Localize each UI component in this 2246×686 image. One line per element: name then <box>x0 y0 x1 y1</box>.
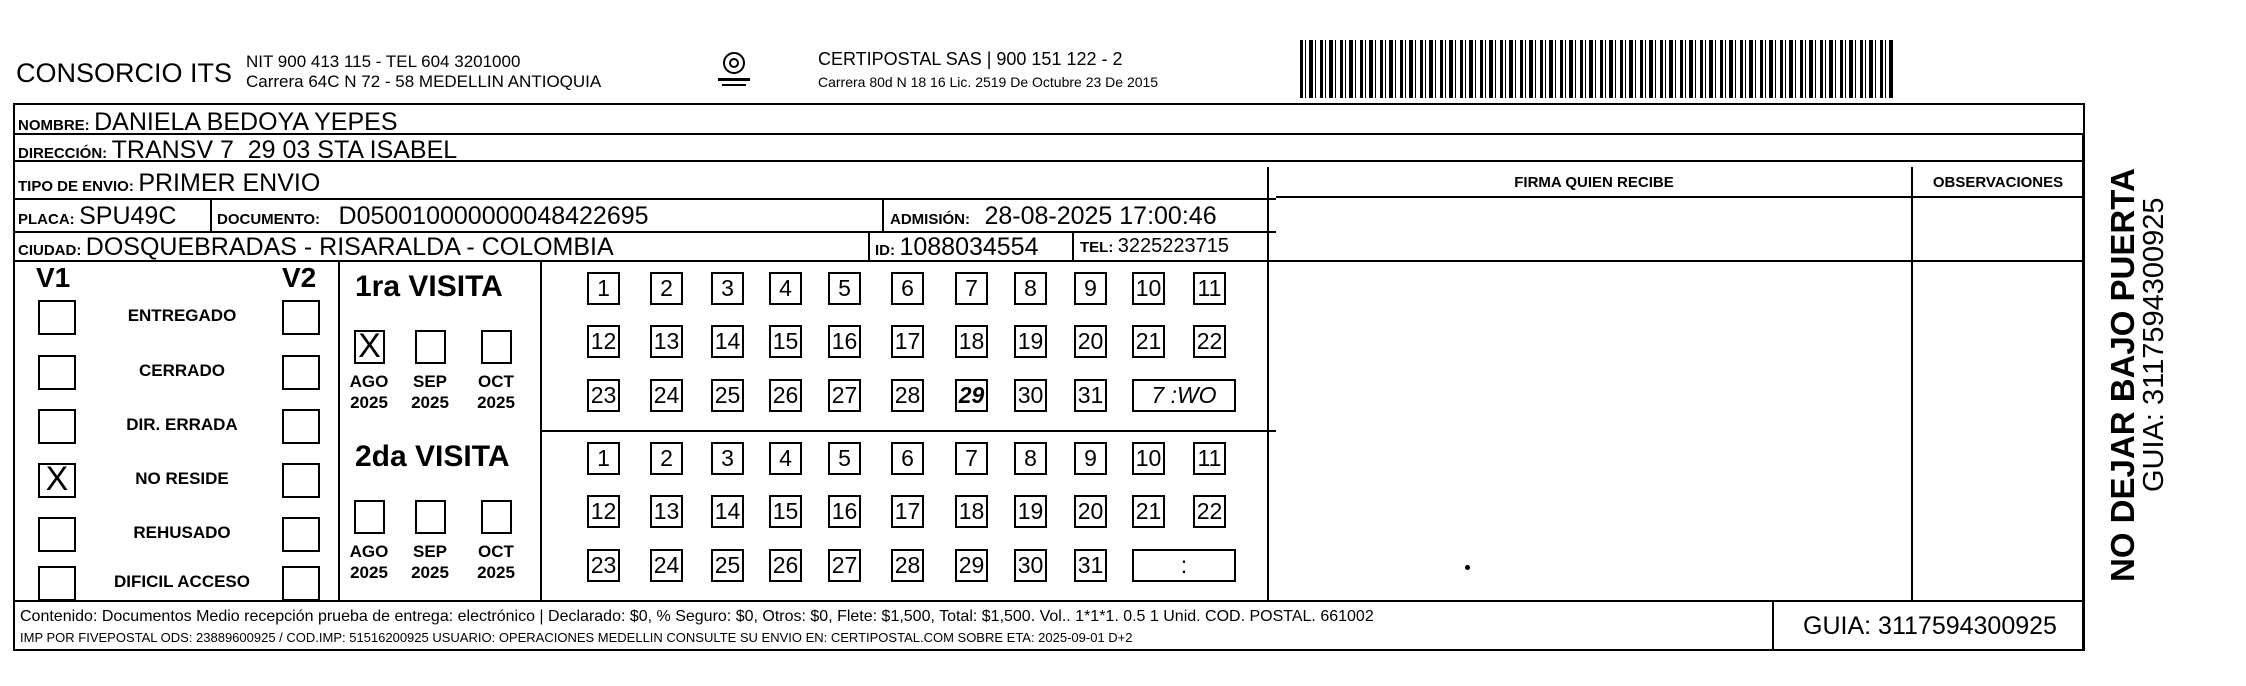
v1-checkbox[interactable] <box>38 409 76 444</box>
check-mark: X <box>358 327 381 365</box>
year-label: 2025 <box>411 563 449 582</box>
month-label: SEP <box>412 542 448 561</box>
status-label: NO RESIDE <box>135 469 229 488</box>
day-box[interactable]: 15 <box>769 495 802 528</box>
documento-value: D050010000000048422695 <box>338 202 649 230</box>
day-box[interactable]: 31 <box>1074 549 1107 582</box>
month-label: AGO <box>349 542 389 561</box>
day-box[interactable]: 16 <box>828 495 861 528</box>
year-label: 2025 <box>411 393 449 412</box>
day-box[interactable]: 24 <box>650 379 683 412</box>
day-box[interactable]: 23 <box>587 379 620 412</box>
day-box[interactable]: 29 <box>955 549 988 582</box>
tipo-row <box>18 169 320 198</box>
day-box[interactable]: 27 <box>828 549 861 582</box>
v1-checkbox[interactable] <box>38 355 76 390</box>
nombre-row <box>18 108 398 137</box>
day-box[interactable]: 15 <box>769 325 802 358</box>
visit-title: 2da VISITA <box>355 440 510 473</box>
v1-header: V1 <box>36 262 71 293</box>
day-box[interactable]: 2 <box>650 442 683 475</box>
day-box[interactable]: 12 <box>587 495 620 528</box>
day-box[interactable]: 22 <box>1193 495 1226 528</box>
nombre-label: NOMBRE: <box>18 117 90 134</box>
tel-value: 3225223715 <box>1117 235 1230 257</box>
day-box[interactable]: 16 <box>828 325 861 358</box>
id-value: 1088034554 <box>899 233 1039 261</box>
day-box[interactable]: 7 <box>955 272 988 305</box>
id-label: ID: <box>875 242 895 259</box>
day-box[interactable]: 17 <box>891 325 924 358</box>
month-label: OCT <box>478 372 514 391</box>
day-box[interactable]: 23 <box>587 549 620 582</box>
month-checkbox[interactable] <box>415 330 446 364</box>
tel-row <box>1080 235 1229 258</box>
day-box[interactable]: 1 <box>587 272 620 305</box>
month-checkbox[interactable] <box>354 327 385 365</box>
time-box[interactable]: 7 :WO <box>1132 379 1236 412</box>
month-checkbox[interactable] <box>481 330 512 364</box>
time-box[interactable]: : <box>1132 549 1236 582</box>
tipo-label: TIPO DE ENVIO: <box>18 178 134 195</box>
v1-checkbox[interactable] <box>38 517 76 552</box>
day-box[interactable]: 3 <box>711 272 744 305</box>
check-mark: X <box>45 460 69 498</box>
day-box[interactable]: 22 <box>1193 325 1226 358</box>
day-box[interactable]: 1 <box>587 442 620 475</box>
direccion-row <box>18 136 457 165</box>
day-box[interactable]: 18 <box>955 495 988 528</box>
day-box[interactable]: 8 <box>1014 442 1047 475</box>
day-box[interactable]: 28 <box>891 549 924 582</box>
status-label: DIFICIL ACCESO <box>113 572 250 591</box>
day-box[interactable]: 2 <box>650 272 683 305</box>
v1-checkbox[interactable] <box>38 300 76 335</box>
day-box[interactable]: 21 <box>1132 495 1165 528</box>
observaciones-label: OBSERVACIONES <box>1932 174 2064 191</box>
admision-row <box>890 202 1217 231</box>
day-box[interactable]: 25 <box>711 379 744 412</box>
day-box[interactable]: 19 <box>1014 325 1047 358</box>
day-box[interactable]: 11 <box>1193 272 1226 305</box>
day-box[interactable]: 21 <box>1132 325 1165 358</box>
status-label: DIR. ERRADA <box>126 415 238 434</box>
day-box[interactable]: 25 <box>711 549 744 582</box>
day-box[interactable]: 9 <box>1074 272 1107 305</box>
day-box[interactable]: 4 <box>769 272 802 305</box>
day-box[interactable]: 11 <box>1193 442 1226 475</box>
certipostal-address: Carrera 80d N 18 16 Lic. 2519 De Octubre 23 De 2015 <box>818 74 1159 90</box>
day-box[interactable]: 31 <box>1074 379 1107 412</box>
year-label: 2025 <box>350 563 388 582</box>
tipo-value: PRIMER ENVIO <box>138 169 321 197</box>
month-label: OCT <box>478 542 514 561</box>
year-label: 2025 <box>350 393 388 412</box>
placa-value: SPU49C <box>79 202 177 230</box>
day-box[interactable]: 20 <box>1074 325 1107 358</box>
side-guia: GUIA: 3117594300925 <box>2138 197 2170 492</box>
day-box[interactable]: 3 <box>711 442 744 475</box>
day-box[interactable]: 9 <box>1074 442 1107 475</box>
status-label: CERRADO <box>139 361 225 380</box>
v1-checkbox[interactable] <box>38 566 76 601</box>
month-checkbox[interactable] <box>481 500 512 534</box>
ciudad-value: DOSQUEBRADAS - RISARALDA - COLOMBIA <box>85 233 614 261</box>
day-box[interactable]: 13 <box>650 495 683 528</box>
day-box[interactable]: 19 <box>1014 495 1047 528</box>
day-box[interactable]: 7 <box>955 442 988 475</box>
company-name: CONSORCIO ITS <box>16 58 233 88</box>
month-label: AGO <box>349 372 389 391</box>
day-box[interactable]: 30 <box>1014 549 1047 582</box>
firma-label: FIRMA QUIEN RECIBE <box>1514 174 1674 191</box>
placa-label: PLACA: <box>18 211 75 228</box>
day-box[interactable]: 5 <box>828 272 861 305</box>
nombre-value: DANIELA BEDOYA YEPES <box>94 108 398 136</box>
month-checkbox[interactable] <box>354 500 385 534</box>
v1-checkbox[interactable] <box>38 460 76 498</box>
day-box[interactable]: 29 <box>955 379 988 412</box>
documento-row <box>217 202 649 231</box>
admision-value: 28-08-2025 17:00:46 <box>984 202 1217 230</box>
footer-imp: IMP POR FIVEPOSTAL ODS: 23889600925 / COD.IMP: 51516200925 USUARIO: OPERACIONES MEDELLIN CONSULTE SU ENVIO EN: CERTIPOSTAL.COM SOBRE ETA: 2025-09-01 D+2 <box>20 630 1133 645</box>
day-box[interactable]: 6 <box>891 272 924 305</box>
day-box[interactable]: 27 <box>828 379 861 412</box>
day-box[interactable]: 5 <box>828 442 861 475</box>
id-row <box>875 233 1039 262</box>
day-box[interactable]: 4 <box>769 442 802 475</box>
day-box[interactable]: 10 <box>1132 272 1165 305</box>
footer-guia: GUIA: 3117594300925 <box>1803 612 2057 640</box>
visit-title: 1ra VISITA <box>355 270 503 303</box>
month-label: SEP <box>412 372 448 391</box>
documento-label: DOCUMENTO: <box>217 211 321 228</box>
day-box[interactable]: 30 <box>1014 379 1047 412</box>
placa-row <box>18 202 176 231</box>
signature-dot <box>1465 565 1470 570</box>
day-box[interactable]: 28 <box>891 379 924 412</box>
day-box[interactable]: 10 <box>1132 442 1165 475</box>
day-box[interactable]: 14 <box>711 495 744 528</box>
year-label: 2025 <box>477 563 515 582</box>
footer-contenido: Contenido: Documentos Medio recepción prueba de entrega: electrónico | Declarado: $0, % Seguro: $0, Otros: $0, Flete: $1,500, Total: $1,500. Vol.. 1*1*1. 0.5 1 Unid. COD. POSTAL. 661002 <box>20 608 1374 625</box>
day-box[interactable]: 24 <box>650 549 683 582</box>
status-label: REHUSADO <box>133 523 231 542</box>
status-label: ENTREGADO <box>127 306 237 325</box>
certipostal-logo <box>712 50 756 90</box>
year-label: 2025 <box>477 393 515 412</box>
admision-label: ADMISIÓN: <box>890 211 970 228</box>
day-box[interactable]: 12 <box>587 325 620 358</box>
ciudad-label: CIUDAD: <box>18 242 82 259</box>
day-box[interactable]: 8 <box>1014 272 1047 305</box>
day-box[interactable]: 14 <box>711 325 744 358</box>
barcode <box>1300 40 1895 98</box>
direccion-label: DIRECCIÓN: <box>18 145 108 162</box>
tel-label: TEL: <box>1080 239 1114 256</box>
month-checkbox[interactable] <box>415 500 446 534</box>
day-box[interactable]: 26 <box>769 379 802 412</box>
day-box[interactable]: 17 <box>891 495 924 528</box>
ciudad-row <box>18 233 614 262</box>
day-box[interactable]: 18 <box>955 325 988 358</box>
v2-header: V2 <box>282 262 317 293</box>
direccion-value: TRANSV 7 29 03 STA ISABEL <box>111 136 458 164</box>
day-box[interactable]: 13 <box>650 325 683 358</box>
company-address: Carrera 64C N 72 - 58 MEDELLIN ANTIOQUIA <box>246 72 602 91</box>
day-box[interactable]: 26 <box>769 549 802 582</box>
day-box[interactable]: 20 <box>1074 495 1107 528</box>
day-box[interactable]: 6 <box>891 442 924 475</box>
certipostal-nit: CERTIPOSTAL SAS | 900 151 122 - 2 <box>818 49 1123 69</box>
side-warning: NO DEJAR BAJO PUERTA <box>2104 168 2141 582</box>
company-nit: NIT 900 413 115 - TEL 604 3201000 <box>246 52 521 71</box>
